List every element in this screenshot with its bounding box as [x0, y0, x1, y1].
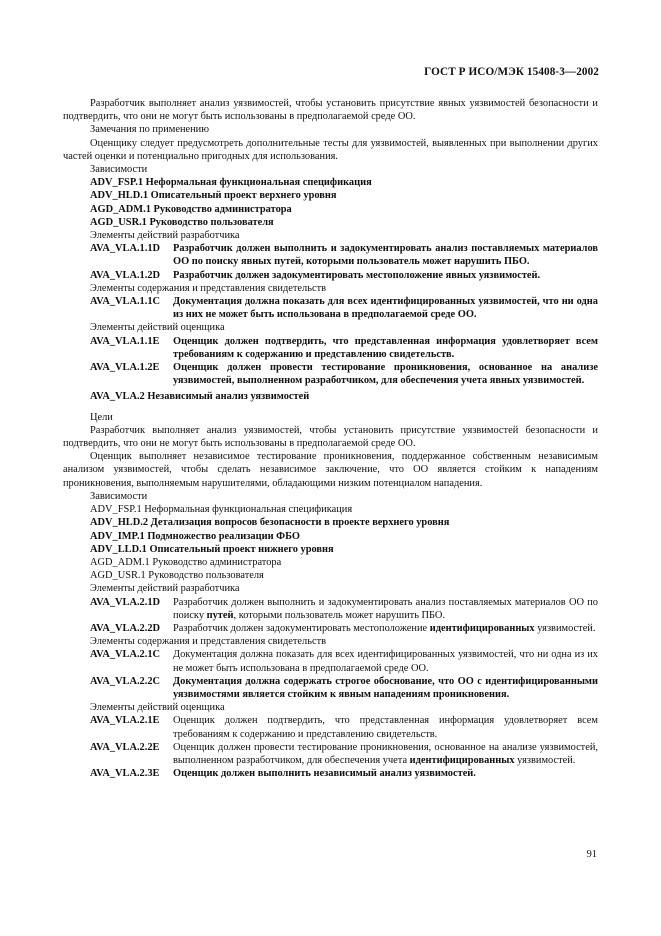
sec2-eval-heading: Элементы действий оценщика	[90, 702, 225, 714]
requirement-text: Разработчик должен выполнить и задокументировать анализ поставляемых материалов ОО по поиску путей, которыми пользователь может нарушить ПБО.	[173, 596, 598, 621]
requirement-text: Документация должна показать для всех идентифицированных уязвимостей, что ни одна из их не может быть использована в предполагаемой среде ОО.	[173, 649, 598, 674]
requirement-item	[90, 767, 598, 780]
requirement-text: Оценщик должен подтвердить, что представленная информация удовлетворяет всем требованиям к содержанию и представлению свидетельств.	[173, 715, 598, 740]
requirement-code: AVA_VLA.1.2E	[90, 362, 160, 374]
requirement-text: Документация должна показать для всех идентифицированных уязвимостей, что ни одна из них не может быть использована в предполагаемой среде ОО.	[173, 296, 598, 321]
requirement-item	[90, 242, 598, 268]
requirement-item	[90, 741, 598, 767]
requirement-item	[90, 361, 598, 387]
sec2-goals-p1: Разработчик выполняет анализ уязвимостей, чтобы установить присутствие уязвимостей безопасности и подтвердить, что они не могут быть использованы в предполагаемой среде ОО.	[63, 424, 598, 450]
sec2-goals-p2: Оценщик выполняет независимое тестирование проникновения, поддержанное собственным независимым анализом уязвимостей, чтобы сделать независимое заключение, что ОО является стойким к нападениям проникновения, выполняемым нарушителями, обладающими низким потенциалом нападения.	[63, 451, 598, 489]
sec2-dev-heading: Элементы действий разработчика	[90, 583, 240, 595]
sec1-dep: ADV_FSP.1 Неформальная функциональная спецификация	[90, 177, 372, 189]
requirement-code: AVA_VLA.2.1C	[90, 649, 161, 661]
requirement-text: Оценщик должен подтвердить, что представленная информация удовлетворяет всем требованиям к содержанию и представлению свидетельств.	[173, 335, 598, 360]
sec2-dep: ADV_LLD.1 Описательный проект нижнего уровня	[90, 543, 334, 555]
sec2-dep: ADV_IMP.1 Подмножество реализации ФБО	[90, 530, 300, 542]
requirement-code: AVA_VLA.2.2D	[90, 622, 161, 634]
sec1-dep: ADV_HLD.1 Описательный проект верхнего уровня	[90, 190, 337, 202]
requirement-item	[90, 295, 598, 321]
sec2-title: AVA_VLA.2 Независимый анализ уязвимостей	[90, 391, 310, 403]
requirement-item	[90, 596, 598, 622]
requirement-code: AVA_VLA.1.1C	[90, 296, 161, 308]
requirement-text: Разработчик должен выполнить и задокументировать анализ поставляемых материалов ОО по поиску явных путей, которыми пользователь может нарушить ПБО.	[173, 243, 598, 268]
requirement-code: AVA_VLA.1.2D	[90, 269, 161, 281]
page-number: 91	[586, 849, 597, 860]
sec2-goals-heading: Цели	[90, 411, 113, 423]
sec2-dep: AGD_USR.1 Руководство пользователя	[90, 570, 264, 582]
requirement-code: AVA_VLA.2.3E	[90, 768, 160, 780]
sec2-dep: ADV_FSP.1 Неформальная функциональная спецификация	[90, 504, 353, 516]
requirement-code: AVA_VLA.2.1D	[90, 596, 161, 608]
requirement-text: Оценщик должен провести тестирование проникновения, основанное на анализе уязвимостей, выполненном разработчиком, для обеспечения учета явных уязвимостей.	[173, 362, 598, 387]
requirement-code: AVA_VLA.1.1D	[90, 243, 161, 255]
document-body	[63, 97, 598, 780]
sec1-notes-text: Оценщику следует предусмотреть дополнительные тесты для уязвимостей, выявленных при выполнении других частей оценки и потенциально пригодных для использования.	[63, 137, 598, 162]
sec1-eval-heading: Элементы действий оценщика	[90, 322, 225, 334]
sec2-dep: AGD_ADM.1 Руководство администратора	[90, 556, 282, 568]
requirement-code: AVA_VLA.2.2E	[90, 741, 160, 753]
sec2-content-heading: Элементы содержания и представления свидетельств	[90, 636, 327, 648]
requirement-text: Оценщик должен провести тестирование проникновения, основанное на анализе уязвимостей, выполненном разработчиком, для обеспечения учета идентифицированных уязвимостей.	[173, 741, 598, 766]
sec2-deps-heading: Зависимости	[90, 490, 148, 502]
requirement-item	[90, 714, 598, 740]
requirement-item	[90, 335, 598, 361]
requirement-item	[90, 675, 598, 701]
requirement-item	[90, 648, 598, 674]
requirement-text: Оценщик должен выполнить независимый анализ уязвимостей.	[173, 768, 476, 780]
requirement-code: AVA_VLA.2.1E	[90, 715, 160, 727]
sec1-dev-heading: Элементы действий разработчика	[90, 230, 240, 242]
sec1-dep: AGD_ADM.1 Руководство администратора	[90, 203, 292, 215]
requirement-text: Разработчик должен задокументировать местоположение явных уязвимостей.	[173, 269, 541, 281]
sec1-notes-heading: Замечания по применению	[90, 124, 209, 136]
requirement-item	[90, 269, 598, 282]
requirement-code: AVA_VLA.1.1E	[90, 335, 160, 347]
requirement-code: AVA_VLA.2.2C	[90, 675, 161, 687]
requirement-text: Документация должна содержать строгое обоснование, что ОО с идентифицированными уязвимостями является стойким к явным нападениям проникновения.	[173, 675, 598, 700]
sec1-intro: Разработчик выполняет анализ уязвимостей, чтобы установить присутствие явных уязвимостей безопасности и подтвердить, что они не могут быть использованы в предполагаемой среде ОО.	[63, 98, 598, 123]
requirement-item	[90, 622, 598, 635]
requirement-text: Разработчик должен задокументировать местоположение идентифицированных уязвимостей.	[173, 622, 596, 634]
sec1-dep: AGD_USR.1 Руководство пользователя	[90, 216, 274, 228]
sec1-content-heading: Элементы содержания и представления свидетельств	[90, 282, 327, 294]
sec1-deps-heading: Зависимости	[90, 164, 148, 176]
document-header: ГОСТ Р ИСО/МЭК 15408-3—2002	[424, 66, 599, 78]
sec2-dep: ADV_HLD.2 Детализация вопросов безопасности в проекте верхнего уровня	[90, 517, 450, 529]
